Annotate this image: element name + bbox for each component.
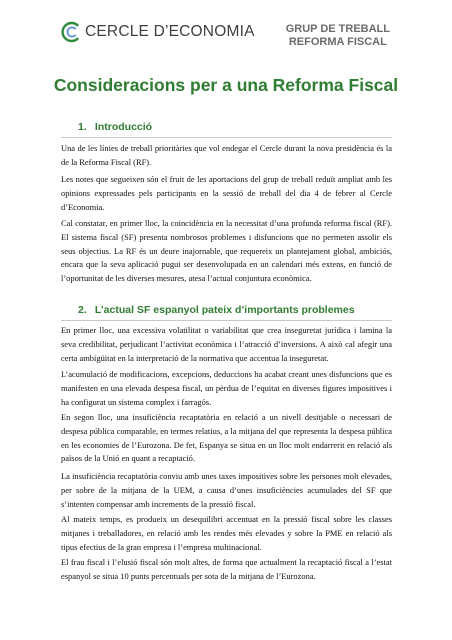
section-heading: [78, 121, 152, 133]
cercle-logo-icon: [60, 21, 82, 43]
working-group-label: [286, 23, 390, 49]
paragraph: Les notes que segueixen són el fruit de les aportacions del grup de treball reduït ampliat amb les opinions expressades pels participants en la sessió de treball del dia 4 de febrer al Cercle d’Economia.: [61, 174, 392, 212]
logo-text: CERCLE D’ECONOMIA: [85, 23, 255, 40]
page-header: [0, 0, 452, 58]
cercle-logo: [60, 21, 255, 43]
paragraph: Cal constatar, en primer lloc, la coincidència en la necessitat d’una profunda reforma fiscal (RF). El sistema fiscal (SF) presenta nombrosos problemes i disfuncions que no permeten assolir els seus objectius. La RF és un deure inajornable, que requereix un plantejament global, ambiciós, encara que la seva aplicació pugui ser desenvolupada en un calendari més extens, en funció de l’oportunitat de les diverses mesures, atesa l’actual conjuntura econòmica.: [61, 218, 392, 284]
paragraph: L’acumulació de modificacions, excepcions, deduccions ha acabat creant unes disfuncions que es manifesten en una elevada despesa fiscal, un pèrdua de l’equitat en diverses figures impositives i ha configurat un sistema complex i farragós.: [61, 369, 392, 407]
section-number: 1.: [78, 121, 87, 133]
paragraph: Al mateix temps, es produeix un desequilibri accentuat en la pressió fiscal sobre les classes mitjanes i treballadores, en relació amb les rendes més elevades y sobre la PME en relació als tipus efectius de la gran empresa i l’empresa multinacional.: [61, 514, 392, 552]
paragraph: En segon lloc, una insuficiència recaptatòria en relació a un nivell desitjable o necessari de despesa pública comparable, en termes relatius, a la mitjana del que representa la despesa pública en les economies de l’Eurozona. De fet, Espanya se situa en un lloc molt endarrerit en relació als països de la Unió en quant a recaptació.: [61, 412, 392, 464]
document-title: Consideracions per a una Reforma Fiscal: [53, 75, 399, 95]
section-divider: [61, 320, 392, 321]
paragraph: El frau fiscal i l’elusió fiscal són molt altes, de forma que actualment la recaptació fiscal a l’estat espanyol se situa 10 punts percentuals per sota de la mitjana de l’Eurozona.: [61, 557, 392, 581]
paragraph: En primer lloc, una excessiva volatilitat o variabilitat que crea inseguretat jurídica i lamina la seva credibilitat, perjudicant l’activitat econòmica i l’atracció d’inversions. A això cal afegir una certa ambigüitat en la interpretació de la normativa que accentua la inseguretat.: [61, 325, 392, 363]
paragraph: Una de les línies de treball prioritàries que vol endegar el Cercle durant la nova presidència és la de la Reforma Fiscal (RF).: [61, 143, 392, 167]
section-heading-text: L’actual SF espanyol pateix d’importants problemes: [94, 304, 355, 316]
group-label-line2: REFORMA FISCAL: [288, 36, 387, 48]
section-divider: [61, 137, 392, 138]
paragraph: La insuficiència recaptatòria conviu amb unes taxes impositives sobre les persones molt elevades, per sobre de la mitjana de la UEM, a causa d’unes insuficiències acumulades del SF que s’intenten compensar amb increments de la pressió fiscal.: [61, 471, 392, 509]
section-heading-text: Introducció: [94, 121, 153, 133]
section-number: 2.: [78, 304, 87, 316]
section-heading: [78, 304, 355, 316]
group-label-line1: GRUP DE TREBALL: [285, 23, 390, 35]
